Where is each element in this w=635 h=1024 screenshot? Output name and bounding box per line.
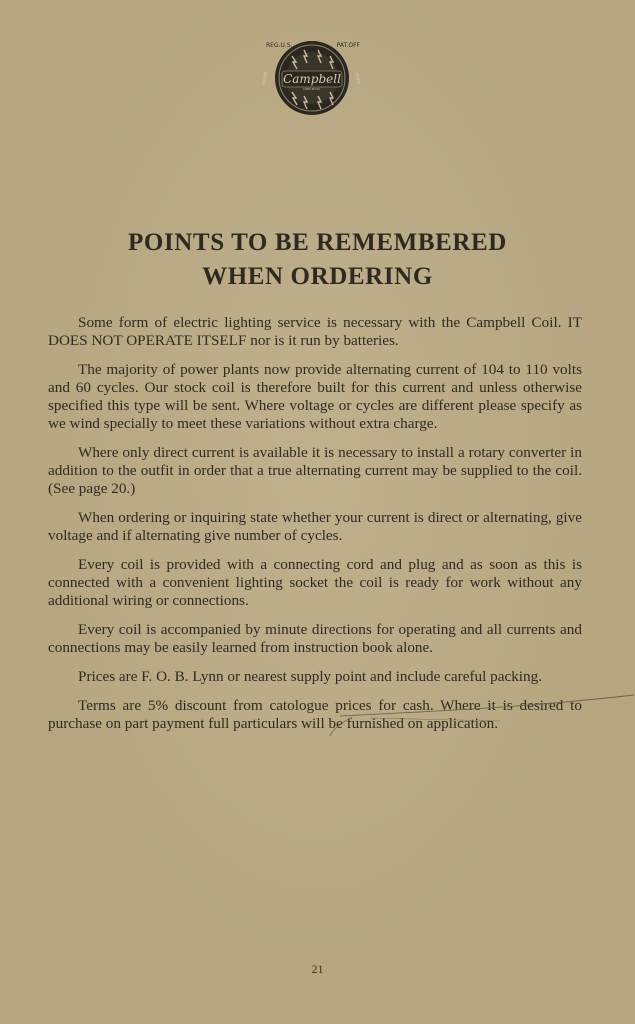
body-text <box>48 314 582 744</box>
paragraph: Terms are 5% discount from catologue prices for cash. Where it is desired to purchase on part payment full particulars will be furnished on application. <box>48 697 582 732</box>
logo-right-text: MARK <box>354 72 362 85</box>
logo-left-text: TRADE <box>261 71 269 86</box>
logo-location-text: LYNN MASS. <box>303 87 321 91</box>
paragraph: Prices are F. O. B. Lynn or nearest supply point and include careful packing. <box>78 668 542 685</box>
logo-brand-text: Campbell <box>283 72 341 86</box>
paragraph: Every coil is provided with a connecting cord and plug and as soon as this is connected with a convenient lighting socket the coil is ready for work without any additional wiring or connections. <box>48 556 582 609</box>
page-title-line-1: POINTS TO BE REMEMBERED <box>128 229 507 256</box>
page-number: 21 <box>311 962 324 976</box>
page-title-line-2: WHEN ORDERING <box>202 263 433 290</box>
logo-top-left-text: REG.U.S. <box>266 42 293 49</box>
paragraph: Where only direct current is available it is necessary to install a rotary converter in addition to the outfit in order that a true alternating current may be supplied to the coil. (See page 20.) <box>48 444 582 497</box>
campbell-trademark-logo <box>262 40 362 120</box>
paragraph: When ordering or inquiring state whether your current is direct or alternating, give voltage and if alternating give number of cycles. <box>48 509 582 544</box>
paragraph: Every coil is accompanied by minute directions for operating and all currents and connections may be easily learned from instruction book alone. <box>48 621 582 656</box>
paragraph: Some form of electric lighting service is necessary with the Campbell Coil. IT DOES NOT OPERATE ITSELF nor is it run by batteries. <box>48 314 582 349</box>
logo-top-right-text: PAT.OFF <box>336 42 360 49</box>
paragraph: The majority of power plants now provide alternating current of 104 to 110 volts and 60 cycles. Our stock coil is therefore built for this current and unless otherwise specified this type will be sent. Where voltage or cycles are different please specify as we wind specially to meet these variations without extra charge. <box>48 361 582 432</box>
